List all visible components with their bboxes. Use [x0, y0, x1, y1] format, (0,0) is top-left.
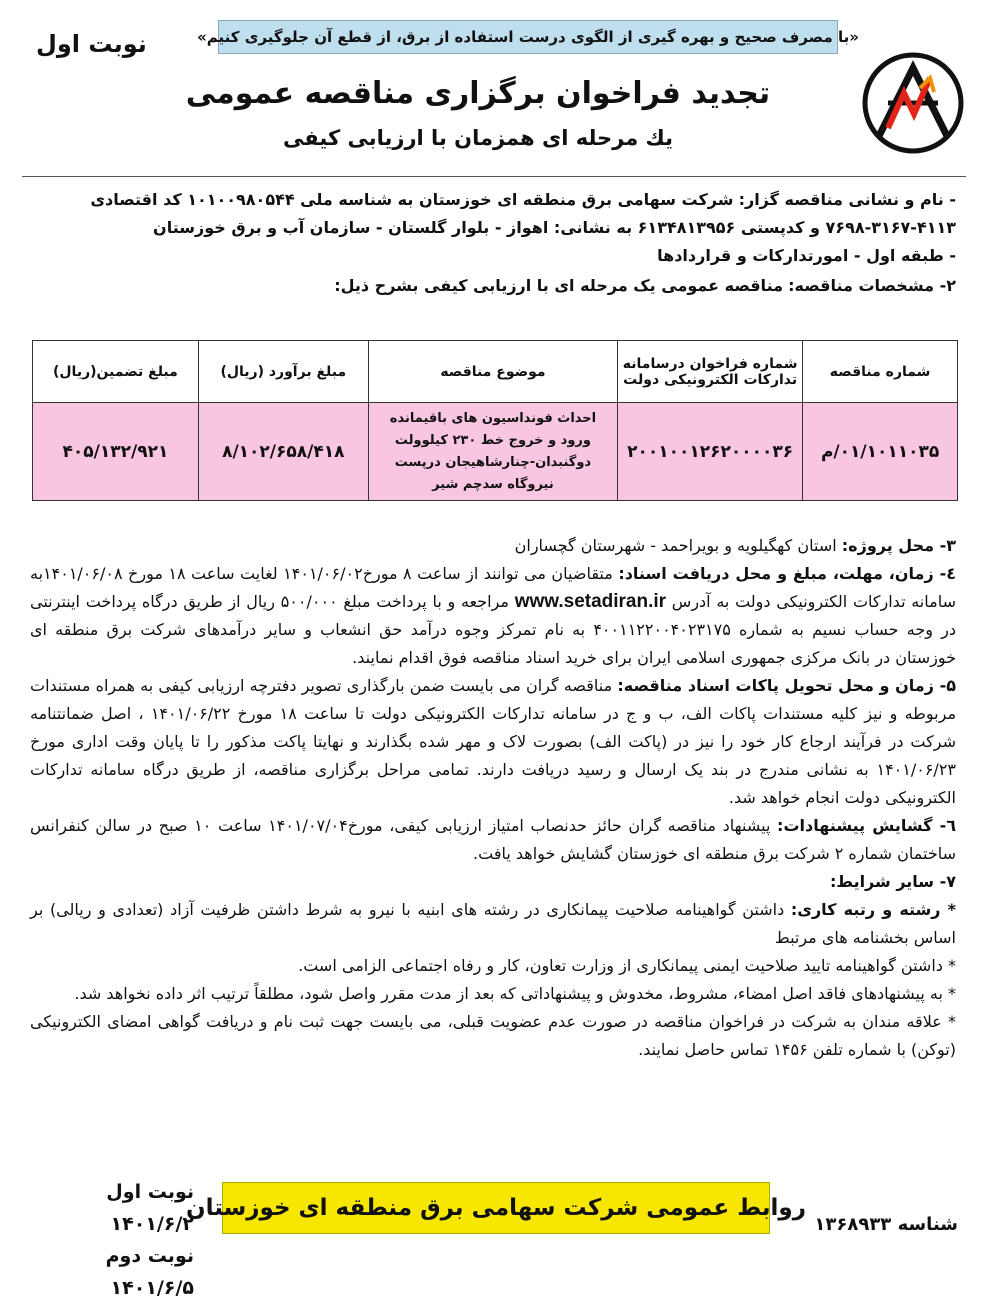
section-text: مناقصه عمومی یک مرحله ای با ارزیابی کیفی بشرح ذیل:	[334, 276, 783, 295]
condition-text: داشتن گواهینامه صلاحیت پیمانکاری در رشته های ابنیه با نیرو به شرط داشتن ظرفیت آزاد (تعدادی و ریالی) بر اساس بخشنامه های مرتبط	[30, 900, 956, 947]
section-label: ٦- گشایش پیشنهادات:	[777, 816, 957, 835]
column-header: شماره فراخوان درسامانه تدارکات الکترونیکی دولت	[618, 341, 803, 403]
column-header: موضوع مناقصه	[368, 341, 617, 403]
tender-number: ۰۱/۱۰۱۱۰۳۵/م	[803, 403, 958, 501]
section-text: مناقصه گران می بایست ضمن بارگذاری تصویر دفترچه ارزیابی کیفی به همراه مستندات مربوطه و نیز کلیه مستندات پاکات الف، ب و ج در سامانه تدارکات الکترونیکی دولت تا ساعت ۱۸ مورخ ۱۴۰۱/۰۶/۲۲ ، اصل ضمانتنامه شرکت در فرآیند ارجاع کار خود را نیز در (پاکت الف) بصورت لاک و مهر شده بگذارند و نهایتا پاکت مذکور را تا پایان وقت اداری مورخ ۱۴۰۱/۰۶/۲۳ به نشانی مندرج در بند یک ارسال و رسید دریافت دارند. تمامی مراحل برگزاری مناقصه، از طریق درگاه سامانه تدارکات الکترونیکی دولت انجام خواهد شد.	[30, 676, 957, 807]
condition-item: * داشتن گواهینامه تایید صلاحیت ایمنی پیمانکاری از وزارت تعاون، کار و رفاه اجتماعی الزامی است.	[298, 956, 956, 975]
round1-date: نوبت اول ۱۴۰۱/۶/۲	[106, 1181, 194, 1235]
section-label: ۷- سایر شرایط:	[830, 872, 956, 891]
public-relations-banner: روابط عمومی شرکت سهامی برق منطقه ای خوزستان	[222, 1182, 770, 1234]
section-text: پیشنهاد مناقصه گران حائز حدنصاب امتیاز ارزیابی کیفی، مورخ۱۴۰۱/۰۷/۰۴ ساعت ۱۰ صبح در سالن کنفرانس ساختمان شماره ۲ شرکت برق منطقه ای خوزستان گشایش خواهد یافت.	[30, 816, 956, 863]
section-label: ٤- زمان، مهلت، مبلغ و محل دریافت اسناد:	[618, 564, 957, 583]
condition-item	[30, 896, 956, 952]
website-link[interactable]: www.setadiran.ir	[514, 591, 667, 612]
divider	[22, 176, 966, 177]
section-text: - طبقه اول - امورتدارکات و قراردادها	[657, 246, 956, 265]
section-text: استان کهگیلویه و بویراحمد - شهرستان گچساران	[514, 536, 837, 555]
section-label: - نام و نشانی مناقصه گزار:	[738, 190, 956, 209]
condition-item: * به پیشنهادهای فاقد اصل امضاء، مشروط، مخدوش و پیشنهاداتی که بعد از مدت مقرر واصل شود، مطلقاً ترتیب اثر داده نخواهد شد.	[74, 984, 956, 1003]
column-header: شماره مناقصه	[803, 341, 958, 403]
column-header: مبلغ برآورد (ریال)	[198, 341, 368, 403]
table-row	[33, 403, 958, 501]
section-organizer	[30, 186, 956, 300]
slogan-banner: «با مصرف صحیح و بهره گیری از الگوی درست استفاده از برق، از قطع آن جلوگیری کنیم»	[218, 20, 838, 54]
section-submission	[30, 672, 956, 812]
tender-table	[32, 340, 958, 501]
section-text: مراجعه و با پرداخت مبلغ ۵۰۰/۰۰۰ ریال از طریق درگاه پرداخت اینترنتی در وجه حساب نسیم به شماره ۴۰۰۱۱۲۲۰۰۴۰۲۳۱۷۵ به نام تمرکز وجوه درآمد حق انشعاب و سایر درآمدهای شرکت برق منطقه ای خوزستان در بانک مرکزی جمهوری اسلامی ایران برای خرید اسناد مناقصه فوق اقدام نمایند.	[30, 592, 956, 667]
call-number: ۲۰۰۱۰۰۱۲۶۲۰۰۰۰۳۶	[618, 403, 803, 501]
table-header-row	[33, 341, 958, 403]
section-location	[30, 532, 956, 560]
condition-label: * رشته و رتبه کاری:	[790, 900, 957, 919]
section-label: ۳- محل پروژه:	[841, 536, 956, 555]
company-logo-icon	[858, 48, 968, 158]
section-other-conditions	[30, 868, 956, 896]
publication-dates	[24, 1176, 194, 1304]
section-text: متقاضیان می توانند از ساعت ۸ مورخ۱۴۰۱/۰۶/۰۲ لغایت ساعت ۱۸ مورخ ۱۴۰۱/۰۶/۰۸به سامانه تدارکات الکترونیکی دولت به آدرس	[30, 564, 956, 611]
condition-item: * علاقه مندان به شرکت در فراخوان مناقصه در صورت عدم عضویت قبلی، می بایست جهت ثبت نام و دریافت گواهی امضای الکترونیکی (توکن) با شماره تلفن ۱۴۵۶ تماس حاصل نمایند.	[30, 1012, 956, 1059]
estimate-amount: ۸/۱۰۲/۶۵۸/۴۱۸	[198, 403, 368, 501]
round-label: نوبت اول	[36, 30, 147, 58]
round2-date: نوبت دوم ۱۴۰۱/۶/۵	[105, 1245, 194, 1299]
announcement-id: شناسه ۱۳۶۸۹۳۳	[814, 1214, 958, 1235]
tender-subject: احداث فونداسیون های باقیمانده ورود و خروج خط ۲۳۰ کیلوولت دوگنبدان-چنارشاهیجان درپست نیروگاه سدچم شیر	[368, 403, 617, 501]
section-opening	[30, 812, 956, 868]
section-text: ۷۶۹۸-۳۱۶۷-۴۱۱۳ و کدپستی ۶۱۳۴۸۱۳۹۵۶ به نشانی: اهواز - بلوار گلستان - سازمان آب و برق خوزستان	[153, 218, 956, 237]
page-title: تجدید فراخوان برگزاری مناقصه عمومی	[185, 76, 771, 111]
section-body	[30, 532, 956, 1064]
section-label: ۵- زمان و محل تحویل پاکات اسناد مناقصه:	[617, 676, 957, 695]
section-label: ۲- مشخصات مناقصه:	[788, 276, 956, 295]
guarantee-amount: ۴۰۵/۱۳۲/۹۲۱	[33, 403, 199, 501]
page-subtitle: یك مرحله ای همزمان با ارزیابی كیفی	[283, 126, 673, 150]
section-documents	[30, 560, 956, 672]
column-header: مبلغ تضمین(ریال)	[33, 341, 199, 403]
section-text: شرکت سهامی برق منطقه ای خوزستان به شناسه ملی ۱۰۱۰۰۹۸۰۵۴۴ کد اقتصادی	[90, 190, 734, 209]
